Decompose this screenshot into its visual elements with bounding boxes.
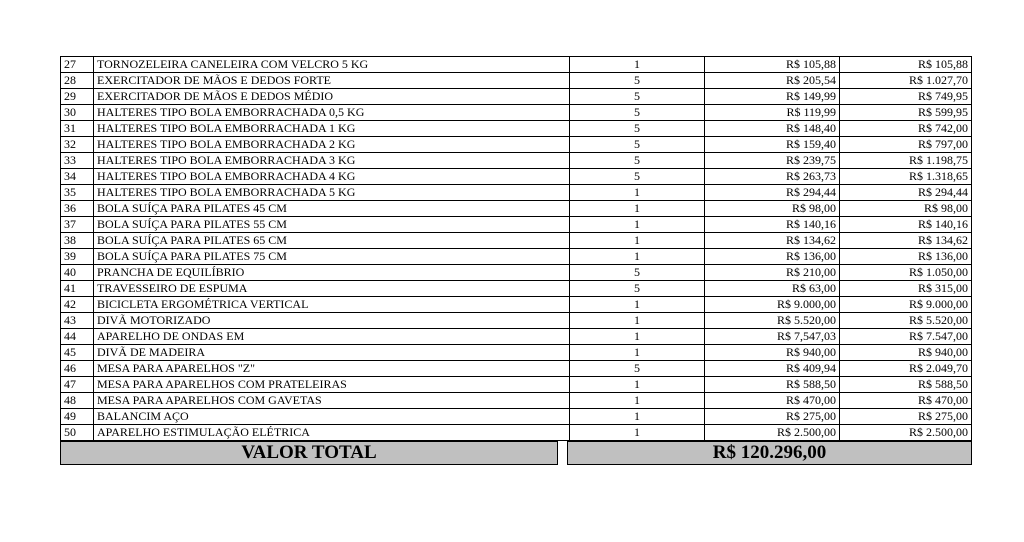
item-description: MESA PARA APARELHOS COM GAVETAS [94, 393, 570, 409]
table-row [61, 297, 972, 313]
item-description: PRANCHA DE EQUILÍBRIO [94, 265, 570, 281]
item-quantity: 5 [570, 89, 705, 105]
item-number: 31 [61, 121, 94, 137]
table-row [61, 201, 972, 217]
item-number: 35 [61, 185, 94, 201]
item-quantity: 5 [570, 121, 705, 137]
item-quantity: 1 [570, 57, 705, 73]
item-total-price: R$ 797,00 [840, 137, 972, 153]
item-total-price: R$ 5.520,00 [840, 313, 972, 329]
item-description: BICICLETA ERGOMÉTRICA VERTICAL [94, 297, 570, 313]
item-number: 38 [61, 233, 94, 249]
item-quantity: 1 [570, 345, 705, 361]
item-unit-price: R$ 205,54 [705, 73, 840, 89]
item-unit-price: R$ 2.500,00 [705, 425, 840, 441]
item-quantity: 5 [570, 73, 705, 89]
item-number: 41 [61, 281, 94, 297]
table-row [61, 121, 972, 137]
table-row [61, 105, 972, 121]
item-quantity: 1 [570, 409, 705, 425]
item-unit-price: R$ 239,75 [705, 153, 840, 169]
item-description: EXERCITADOR DE MÃOS E DEDOS MÉDIO [94, 89, 570, 105]
item-total-price: R$ 275,00 [840, 409, 972, 425]
table-row [61, 153, 972, 169]
table-row [61, 89, 972, 105]
item-total-price: R$ 98,00 [840, 201, 972, 217]
item-unit-price: R$ 63,00 [705, 281, 840, 297]
item-description: BOLA SUÍÇA PARA PILATES 75 CM [94, 249, 570, 265]
item-unit-price: R$ 210,00 [705, 265, 840, 281]
item-description: BOLA SUÍÇA PARA PILATES 65 CM [94, 233, 570, 249]
item-total-price: R$ 140,16 [840, 217, 972, 233]
item-unit-price: R$ 470,00 [705, 393, 840, 409]
item-number: 34 [61, 169, 94, 185]
item-number: 43 [61, 313, 94, 329]
item-quantity: 5 [570, 265, 705, 281]
item-description: HALTERES TIPO BOLA EMBORRACHADA 5 KG [94, 185, 570, 201]
item-description: EXERCITADOR DE MÃOS E DEDOS FORTE [94, 73, 570, 89]
item-number: 27 [61, 57, 94, 73]
table-row [61, 249, 972, 265]
total-label: VALOR TOTAL [61, 442, 558, 465]
table-row [61, 169, 972, 185]
item-description: HALTERES TIPO BOLA EMBORRACHADA 4 KG [94, 169, 570, 185]
item-unit-price: R$ 159,40 [705, 137, 840, 153]
item-number: 37 [61, 217, 94, 233]
item-description: MESA PARA APARELHOS "Z" [94, 361, 570, 377]
item-quantity: 1 [570, 425, 705, 441]
items-table-body [61, 57, 972, 441]
item-total-price: R$ 9.000,00 [840, 297, 972, 313]
item-description: HALTERES TIPO BOLA EMBORRACHADA 3 KG [94, 153, 570, 169]
item-number: 28 [61, 73, 94, 89]
item-quantity: 1 [570, 329, 705, 345]
item-unit-price: R$ 409,94 [705, 361, 840, 377]
item-unit-price: R$ 940,00 [705, 345, 840, 361]
item-total-price: R$ 105,88 [840, 57, 972, 73]
table-row [61, 313, 972, 329]
table-row [61, 377, 972, 393]
table-row [61, 329, 972, 345]
item-description: BALANCIM AÇO [94, 409, 570, 425]
item-quantity: 5 [570, 361, 705, 377]
item-unit-price: R$ 148,40 [705, 121, 840, 137]
item-quantity: 5 [570, 169, 705, 185]
item-unit-price: R$ 136,00 [705, 249, 840, 265]
item-number: 32 [61, 137, 94, 153]
item-description: BOLA SUÍÇA PARA PILATES 55 CM [94, 217, 570, 233]
item-quantity: 1 [570, 185, 705, 201]
item-unit-price: R$ 275,00 [705, 409, 840, 425]
item-description: BOLA SUÍÇA PARA PILATES 45 CM [94, 201, 570, 217]
total-gap [558, 442, 568, 465]
item-description: DIVÃ DE MADEIRA [94, 345, 570, 361]
item-total-price: R$ 134,62 [840, 233, 972, 249]
item-number: 30 [61, 105, 94, 121]
table-row [61, 361, 972, 377]
item-quantity: 1 [570, 313, 705, 329]
item-description: TORNOZELEIRA CANELEIRA COM VELCRO 5 KG [94, 57, 570, 73]
item-number: 29 [61, 89, 94, 105]
item-unit-price: R$ 588,50 [705, 377, 840, 393]
item-quantity: 1 [570, 233, 705, 249]
item-total-price: R$ 1.050,00 [840, 265, 972, 281]
item-number: 36 [61, 201, 94, 217]
item-description: APARELHO DE ONDAS EM [94, 329, 570, 345]
total-value: R$ 120.296,00 [568, 442, 972, 465]
item-unit-price: R$ 149,99 [705, 89, 840, 105]
item-total-price: R$ 470,00 [840, 393, 972, 409]
item-quantity: 1 [570, 249, 705, 265]
item-total-price: R$ 2.500,00 [840, 425, 972, 441]
table-row [61, 233, 972, 249]
item-total-price: R$ 588,50 [840, 377, 972, 393]
item-unit-price: R$ 140,16 [705, 217, 840, 233]
item-number: 50 [61, 425, 94, 441]
item-quantity: 1 [570, 393, 705, 409]
item-number: 44 [61, 329, 94, 345]
item-quantity: 5 [570, 153, 705, 169]
item-total-price: R$ 294,44 [840, 185, 972, 201]
table-row [61, 137, 972, 153]
item-unit-price: R$ 134,62 [705, 233, 840, 249]
table-row [61, 281, 972, 297]
table-row [61, 409, 972, 425]
table-row [61, 57, 972, 73]
item-total-price: R$ 315,00 [840, 281, 972, 297]
item-description: TRAVESSEIRO DE ESPUMA [94, 281, 570, 297]
item-quantity: 1 [570, 201, 705, 217]
table-row [61, 185, 972, 201]
table-row [61, 393, 972, 409]
item-total-price: R$ 1.027,70 [840, 73, 972, 89]
item-number: 46 [61, 361, 94, 377]
item-total-price: R$ 1.198,75 [840, 153, 972, 169]
item-total-price: R$ 1.318,65 [840, 169, 972, 185]
item-description: HALTERES TIPO BOLA EMBORRACHADA 0,5 KG [94, 105, 570, 121]
item-total-price: R$ 2.049,70 [840, 361, 972, 377]
table-row [61, 265, 972, 281]
item-description: DIVÃ MOTORIZADO [94, 313, 570, 329]
item-description: APARELHO ESTIMULAÇÃO ELÉTRICA [94, 425, 570, 441]
item-number: 42 [61, 297, 94, 313]
item-number: 33 [61, 153, 94, 169]
item-number: 45 [61, 345, 94, 361]
item-unit-price: R$ 105,88 [705, 57, 840, 73]
item-number: 48 [61, 393, 94, 409]
item-quantity: 5 [570, 281, 705, 297]
price-sheet [60, 56, 971, 465]
item-total-price: R$ 599,95 [840, 105, 972, 121]
item-quantity: 1 [570, 217, 705, 233]
item-unit-price: R$ 7,547,03 [705, 329, 840, 345]
item-unit-price: R$ 9.000,00 [705, 297, 840, 313]
total-row [60, 441, 972, 465]
item-unit-price: R$ 263,73 [705, 169, 840, 185]
item-total-price: R$ 749,95 [840, 89, 972, 105]
item-unit-price: R$ 5.520,00 [705, 313, 840, 329]
item-quantity: 5 [570, 105, 705, 121]
item-description: MESA PARA APARELHOS COM PRATELEIRAS [94, 377, 570, 393]
item-total-price: R$ 136,00 [840, 249, 972, 265]
item-total-price: R$ 742,00 [840, 121, 972, 137]
table-row [61, 73, 972, 89]
item-total-price: R$ 940,00 [840, 345, 972, 361]
item-unit-price: R$ 98,00 [705, 201, 840, 217]
table-row [61, 217, 972, 233]
item-total-price: R$ 7.547,00 [840, 329, 972, 345]
items-table [60, 56, 972, 441]
item-description: HALTERES TIPO BOLA EMBORRACHADA 1 KG [94, 121, 570, 137]
item-number: 47 [61, 377, 94, 393]
item-quantity: 1 [570, 297, 705, 313]
table-row [61, 425, 972, 441]
item-unit-price: R$ 294,44 [705, 185, 840, 201]
item-quantity: 1 [570, 377, 705, 393]
item-quantity: 5 [570, 137, 705, 153]
item-number: 39 [61, 249, 94, 265]
table-row [61, 345, 972, 361]
item-description: HALTERES TIPO BOLA EMBORRACHADA 2 KG [94, 137, 570, 153]
item-number: 40 [61, 265, 94, 281]
item-number: 49 [61, 409, 94, 425]
item-unit-price: R$ 119,99 [705, 105, 840, 121]
